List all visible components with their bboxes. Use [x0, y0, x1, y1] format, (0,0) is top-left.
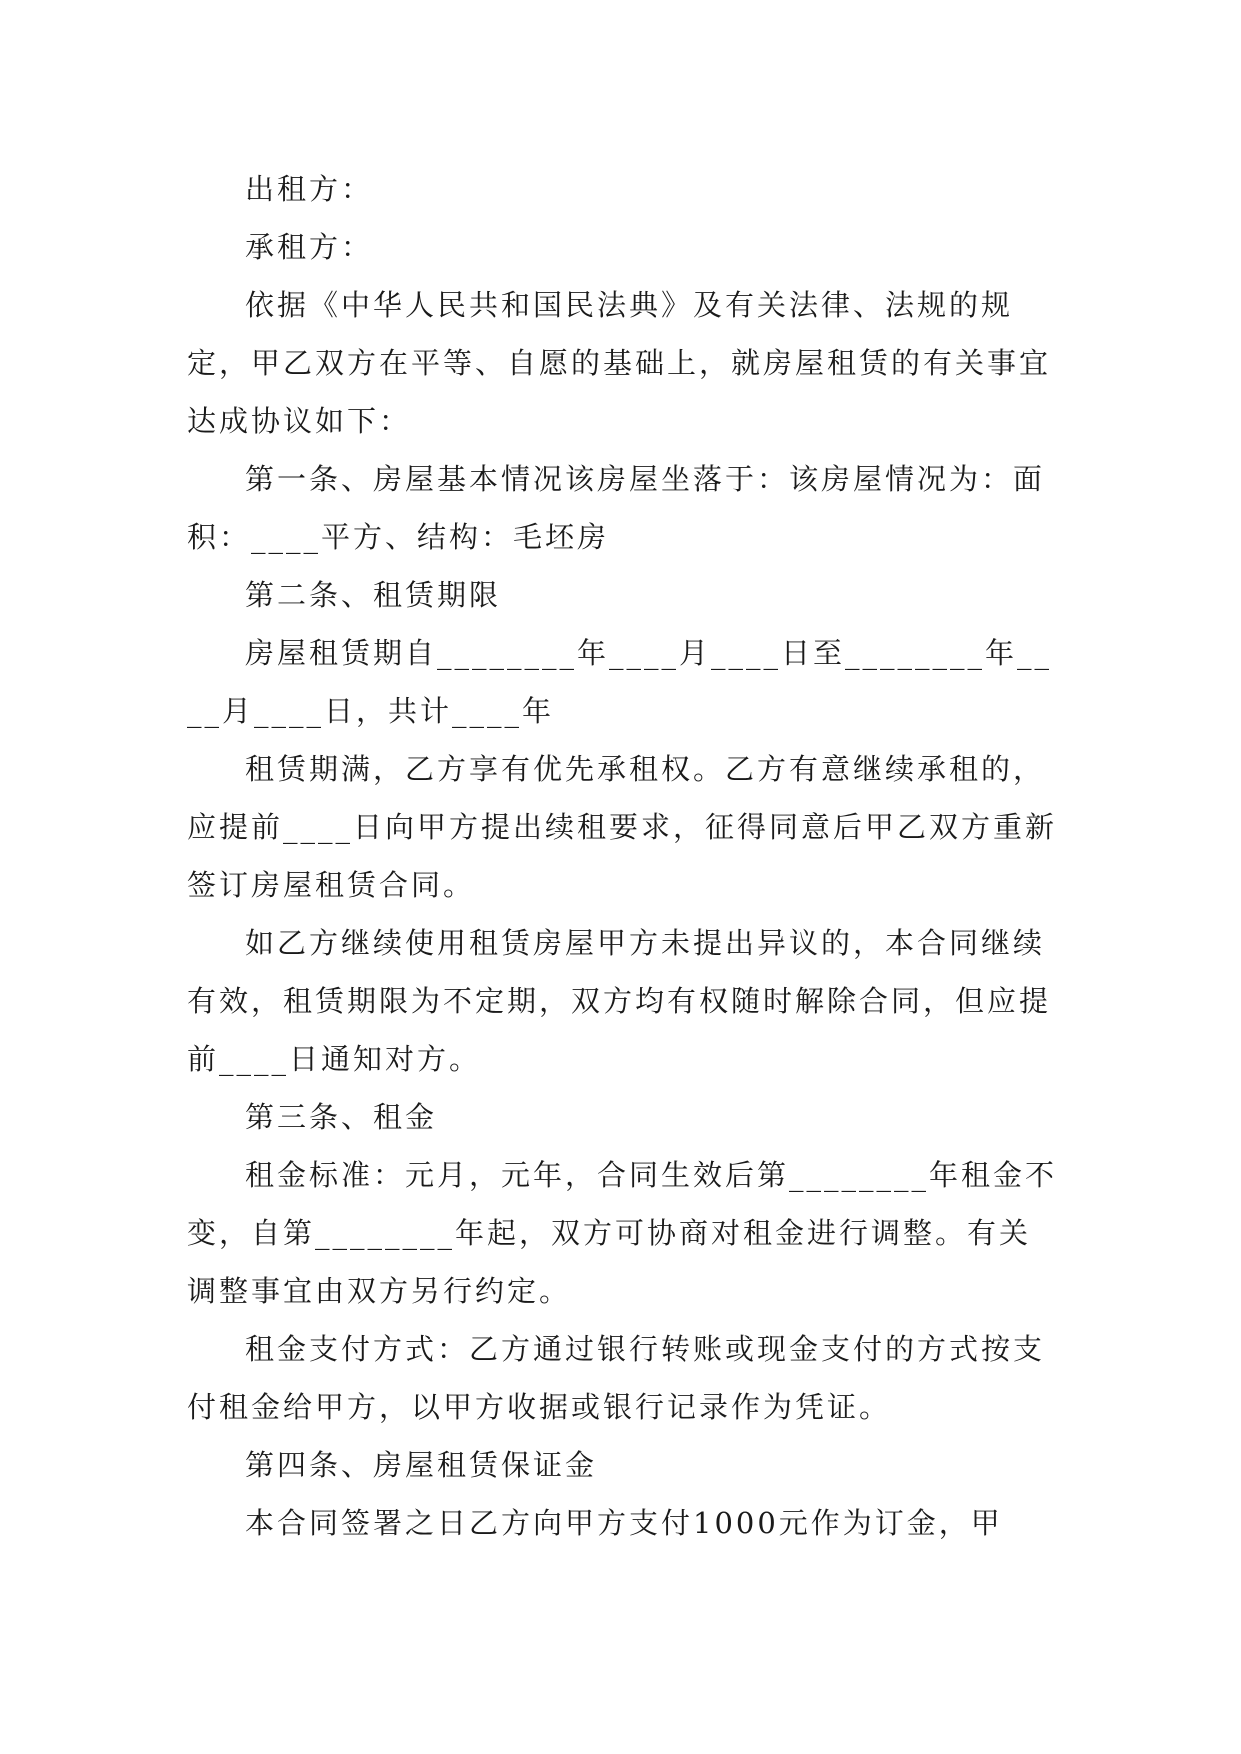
- lessor-line: 出租方：: [245, 172, 374, 206]
- renewal-paragraph: 租赁期满，乙方享有优先承租权。乙方有意继续承租的，应提前____日向甲方提出续租要求，征得同意后甲乙双方重新签订房屋租赁合同。: [187, 752, 1058, 902]
- lessee-line: 承租方：: [245, 230, 374, 264]
- article-4-heading: 第四条、房屋租赁保证金: [245, 1448, 598, 1482]
- article-3-heading: 第三条、租金: [245, 1100, 438, 1134]
- rent-payment-paragraph: 租金支付方式：乙方通过银行转账或现金支付的方式按支付租金给甲方，以甲方收据或银行记录作为凭证。: [187, 1332, 1046, 1424]
- lease-period-paragraph: 房屋租赁期自________年____月____日至________年____月____日，共计____年: [187, 636, 1053, 728]
- contract-body: [187, 160, 1057, 1552]
- article-1-paragraph: 第一条、房屋基本情况该房屋坐落于：该房屋情况为：面积：____平方、结构：毛坯房: [187, 462, 1046, 554]
- preamble-paragraph: 依据《中华人民共和国民法典》及有关法律、法规的规定，甲乙双方在平等、自愿的基础上，就房屋租赁的有关事宜达成协议如下：: [187, 288, 1052, 438]
- continued-use-paragraph: 如乙方继续使用租赁房屋甲方未提出异议的，本合同继续有效，租赁期限为不定期，双方均有权随时解除合同，但应提前____日通知对方。: [187, 926, 1052, 1076]
- deposit-paragraph: 本合同签署之日乙方向甲方支付1000元作为订金，甲: [245, 1506, 1003, 1540]
- article-2-heading: 第二条、租赁期限: [245, 578, 502, 612]
- rent-standard-paragraph: 租金标准：元月，元年，合同生效后第________年租金不变，自第________年起，双方可协商对租金进行调整。有关调整事宜由双方另行约定。: [187, 1158, 1058, 1308]
